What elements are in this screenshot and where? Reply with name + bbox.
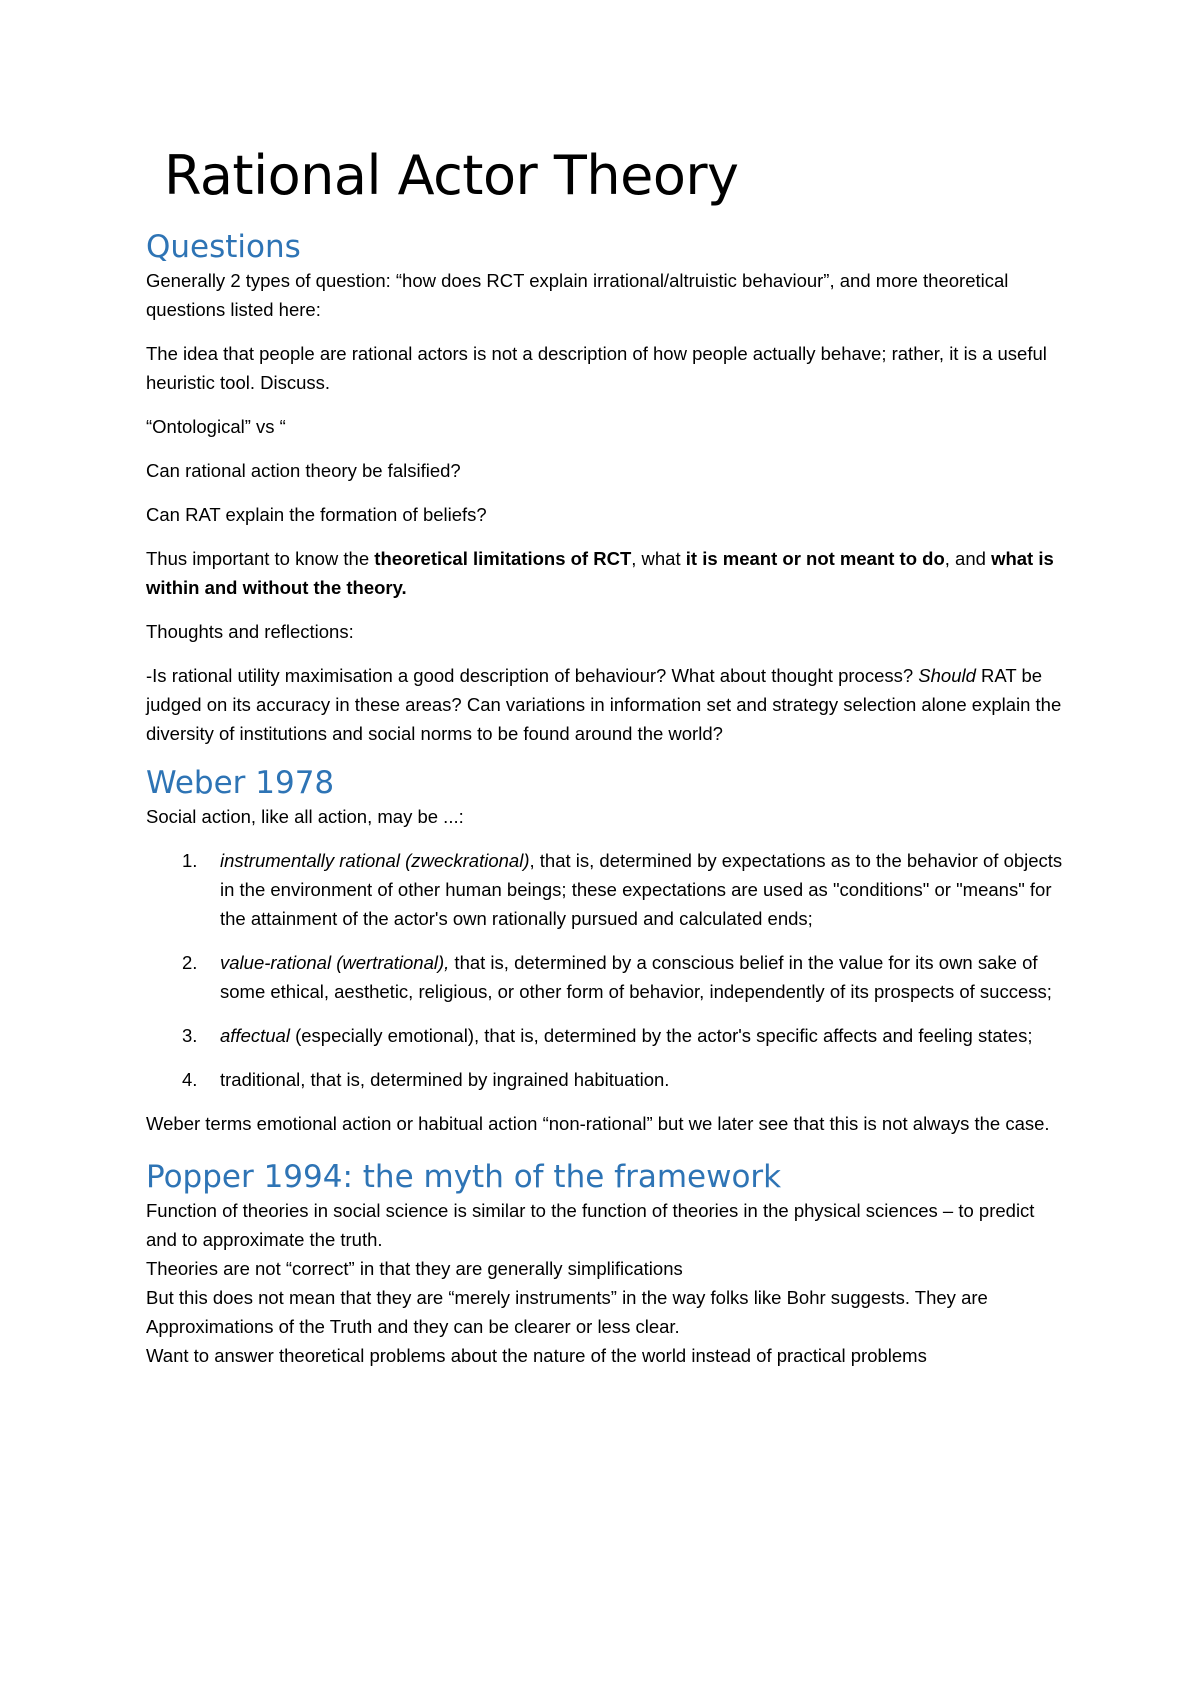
thoughts-label: Thoughts and reflections:: [146, 621, 354, 642]
popper-line: But this does not mean that they are “merely instruments” in the way folks like Bohr suggests. They are Approximations of the Truth and they can be clearer or less clear.: [146, 1287, 988, 1337]
question-heuristic: The idea that people are rational actors is not a description of how people actually behave; rather, it is a useful heuristic tool. Discuss.: [146, 343, 1047, 393]
list-item: 2. value-rational (wertrational), that is, determined by a conscious belief in the value for its own sake of some ethical, aesthetic, religious, or other form of behavior, independently of its prospects of success;: [182, 952, 1052, 1002]
popper-line: Theories are not “correct” in that they are generally simplifications: [146, 1258, 683, 1279]
question-beliefs: Can RAT explain the formation of beliefs?: [146, 504, 487, 525]
document-title: Rational Actor Theory: [164, 144, 739, 207]
question-falsified: Can rational action theory be falsified?: [146, 460, 461, 481]
list-item: 4. traditional, that is, determined by ingrained habituation.: [182, 1069, 670, 1090]
heading-questions: Questions: [146, 229, 301, 265]
question-ontological: “Ontological” vs “: [146, 416, 286, 437]
weber-outro: Weber terms emotional action or habitual action “non-rational” but we later see that this is not always the case.: [146, 1113, 1050, 1134]
heading-weber: Weber 1978: [146, 765, 335, 801]
heading-popper: Popper 1994: the myth of the framework: [146, 1159, 782, 1195]
popper-line: Function of theories in social science is similar to the function of theories in the physical sciences – to predict and to approximate the truth.: [146, 1200, 1035, 1250]
weber-action-list: [146, 846, 1066, 1094]
popper-line: Want to answer theoretical problems about the nature of the world instead of practical problems: [146, 1345, 927, 1366]
weber-intro: Social action, like all action, may be ...:: [146, 806, 464, 827]
list-item: 3. affectual (especially emotional), that is, determined by the actor's specific affects and feeling states;: [182, 1025, 1033, 1046]
list-item: 1. instrumentally rational (zweckrational), that is, determined by expectations as to the behavior of objects in the environment of other human beings; these expectations are used as "conditions" or "means" for the attainment of the actor's own rationally pursued and calculated ends;: [182, 850, 1063, 929]
document-body: [146, 140, 1066, 1370]
reflection-paragraph: -Is rational utility maximisation a good description of behaviour? What about thought process? Should RAT be judged on its accuracy in these areas? Can variations in information set and strategy selection alone explain the diversity of institutions and social norms to be found around the world?: [146, 665, 1062, 744]
important-paragraph: Thus important to know the theoretical limitations of RCT, what it is meant or not meant to do, and what is within and without the theory.: [146, 548, 1054, 598]
questions-intro: Generally 2 types of question: “how does RCT explain irrational/altruistic behaviour”, and more theoretical questions listed here:: [146, 270, 1009, 320]
